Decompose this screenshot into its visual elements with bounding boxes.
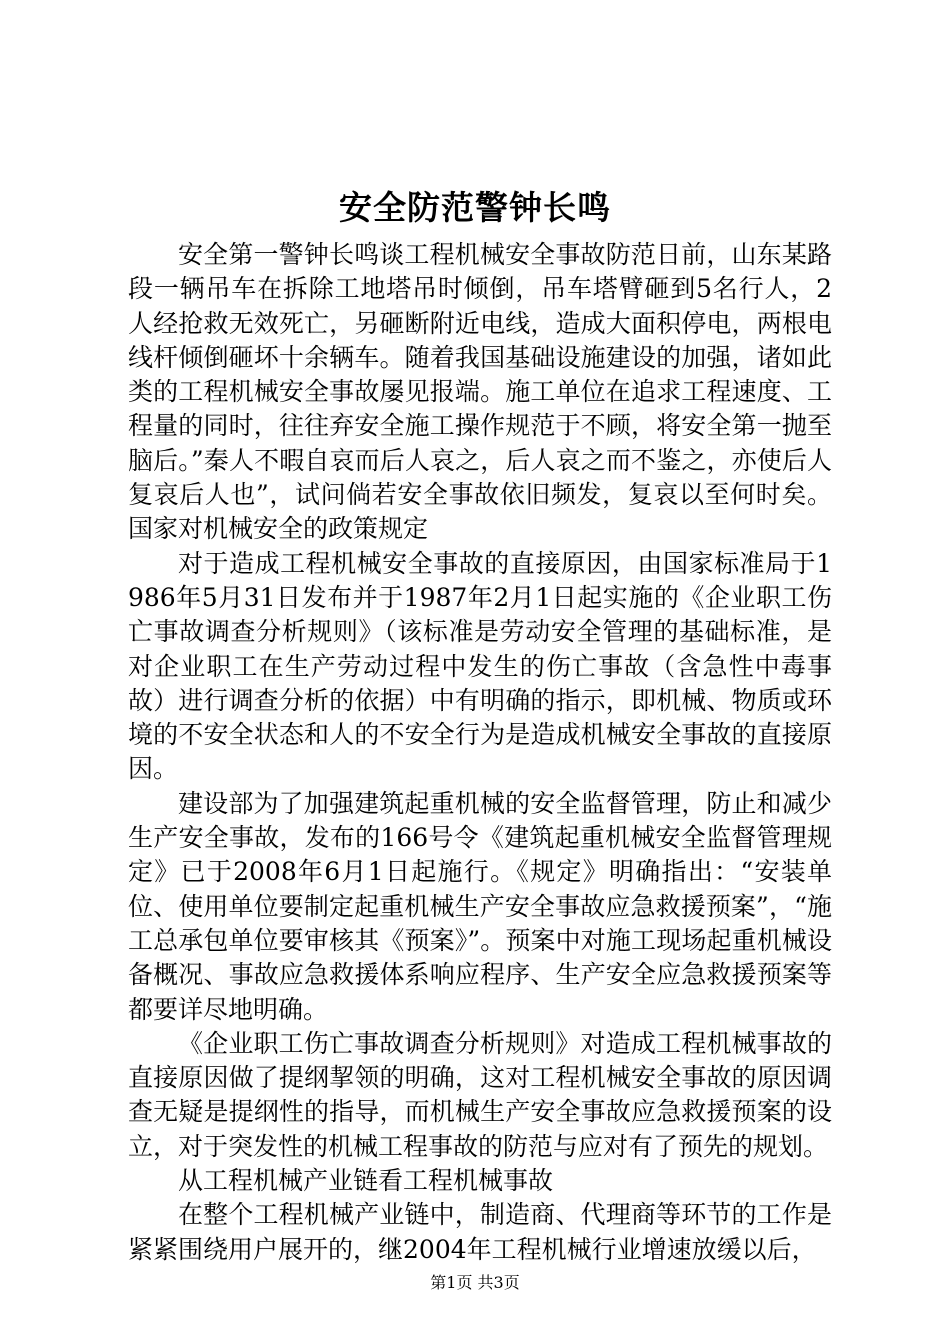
page-number-footer: 第1页 共3页 bbox=[430, 1273, 520, 1292]
paragraph-3: 建设部为了加强建筑起重机械的安全监督管理，防止和减少生产安全事故，发布的166号令《建筑起重机械安全监督管理规定》已于2008年6月1日起施行。《规定》明确指出：“安装单位、使用单位要制定起重机械生产安全事故应急救援预案”，“施工总承包单位要审核其《预案》”。预案中对施工现场起重机械设备概况、事故应急救援体系响应程序、生产安全应急救援预案等都要详尽地明确。 bbox=[128, 788, 832, 1024]
paragraph-5: 在整个工程机械产业链中，制造商、代理商等环节的工作是紧紧围绕用户展开的，继2004年工程机械行业增速放缓以后， bbox=[128, 1200, 832, 1264]
section-heading: 从工程机械产业链看工程机械事故 bbox=[178, 1166, 554, 1196]
paragraph-2: 对于造成工程机械安全事故的直接原因，由国家标准局于1986年5月31日发布并于1987年2月1日起实施的《企业职工伤亡事故调查分析规则》（该标准是劳动安全管理的基础标准，是对企业职工在生产劳动过程中发生的伤亡事故（含急性中毒事故）进行调查分析的依据）中有明确的指示，即机械、物质或环境的不安全状态和人的不安全行为是造成机械安全事故的直接原因。 bbox=[128, 548, 832, 784]
document-body bbox=[128, 238, 832, 1267]
paragraph-4: 《企业职工伤亡事故调查分析规则》对造成工程机械事故的直接原因做了提纲挈领的明确，这对工程机械安全事故的原因调查无疑是提纲性的指导，而机械生产安全事故应急救援预案的设立，对于突发性的机械工程事故的防范与应对有了预先的规划。 bbox=[128, 1028, 832, 1161]
document-title: 安全防范警钟长鸣 bbox=[339, 188, 611, 227]
paragraph-1: 安全第一警钟长鸣谈工程机械安全事故防范日前，山东某路段一辆吊车在拆除工地塔吊时倾倒，吊车塔臂砸到5名行人，2人经抢救无效死亡，另砸断附近电线，造成大面积停电，两根电线杆倾倒砸坏十余辆车。随着我国基础设施建设的加强，诸如此类的工程机械安全事故屡见报端。施工单位在追求工程速度、工程量的同时，往往弃安全施工操作规范于不顾，将安全第一抛至脑后。”秦人不暇自哀而后人哀之，后人哀之而不鉴之，亦使后人复哀后人也”，试问倘若安全事故依旧频发，复哀以至何时矣。国家对机械安全的政策规定 bbox=[128, 240, 832, 544]
